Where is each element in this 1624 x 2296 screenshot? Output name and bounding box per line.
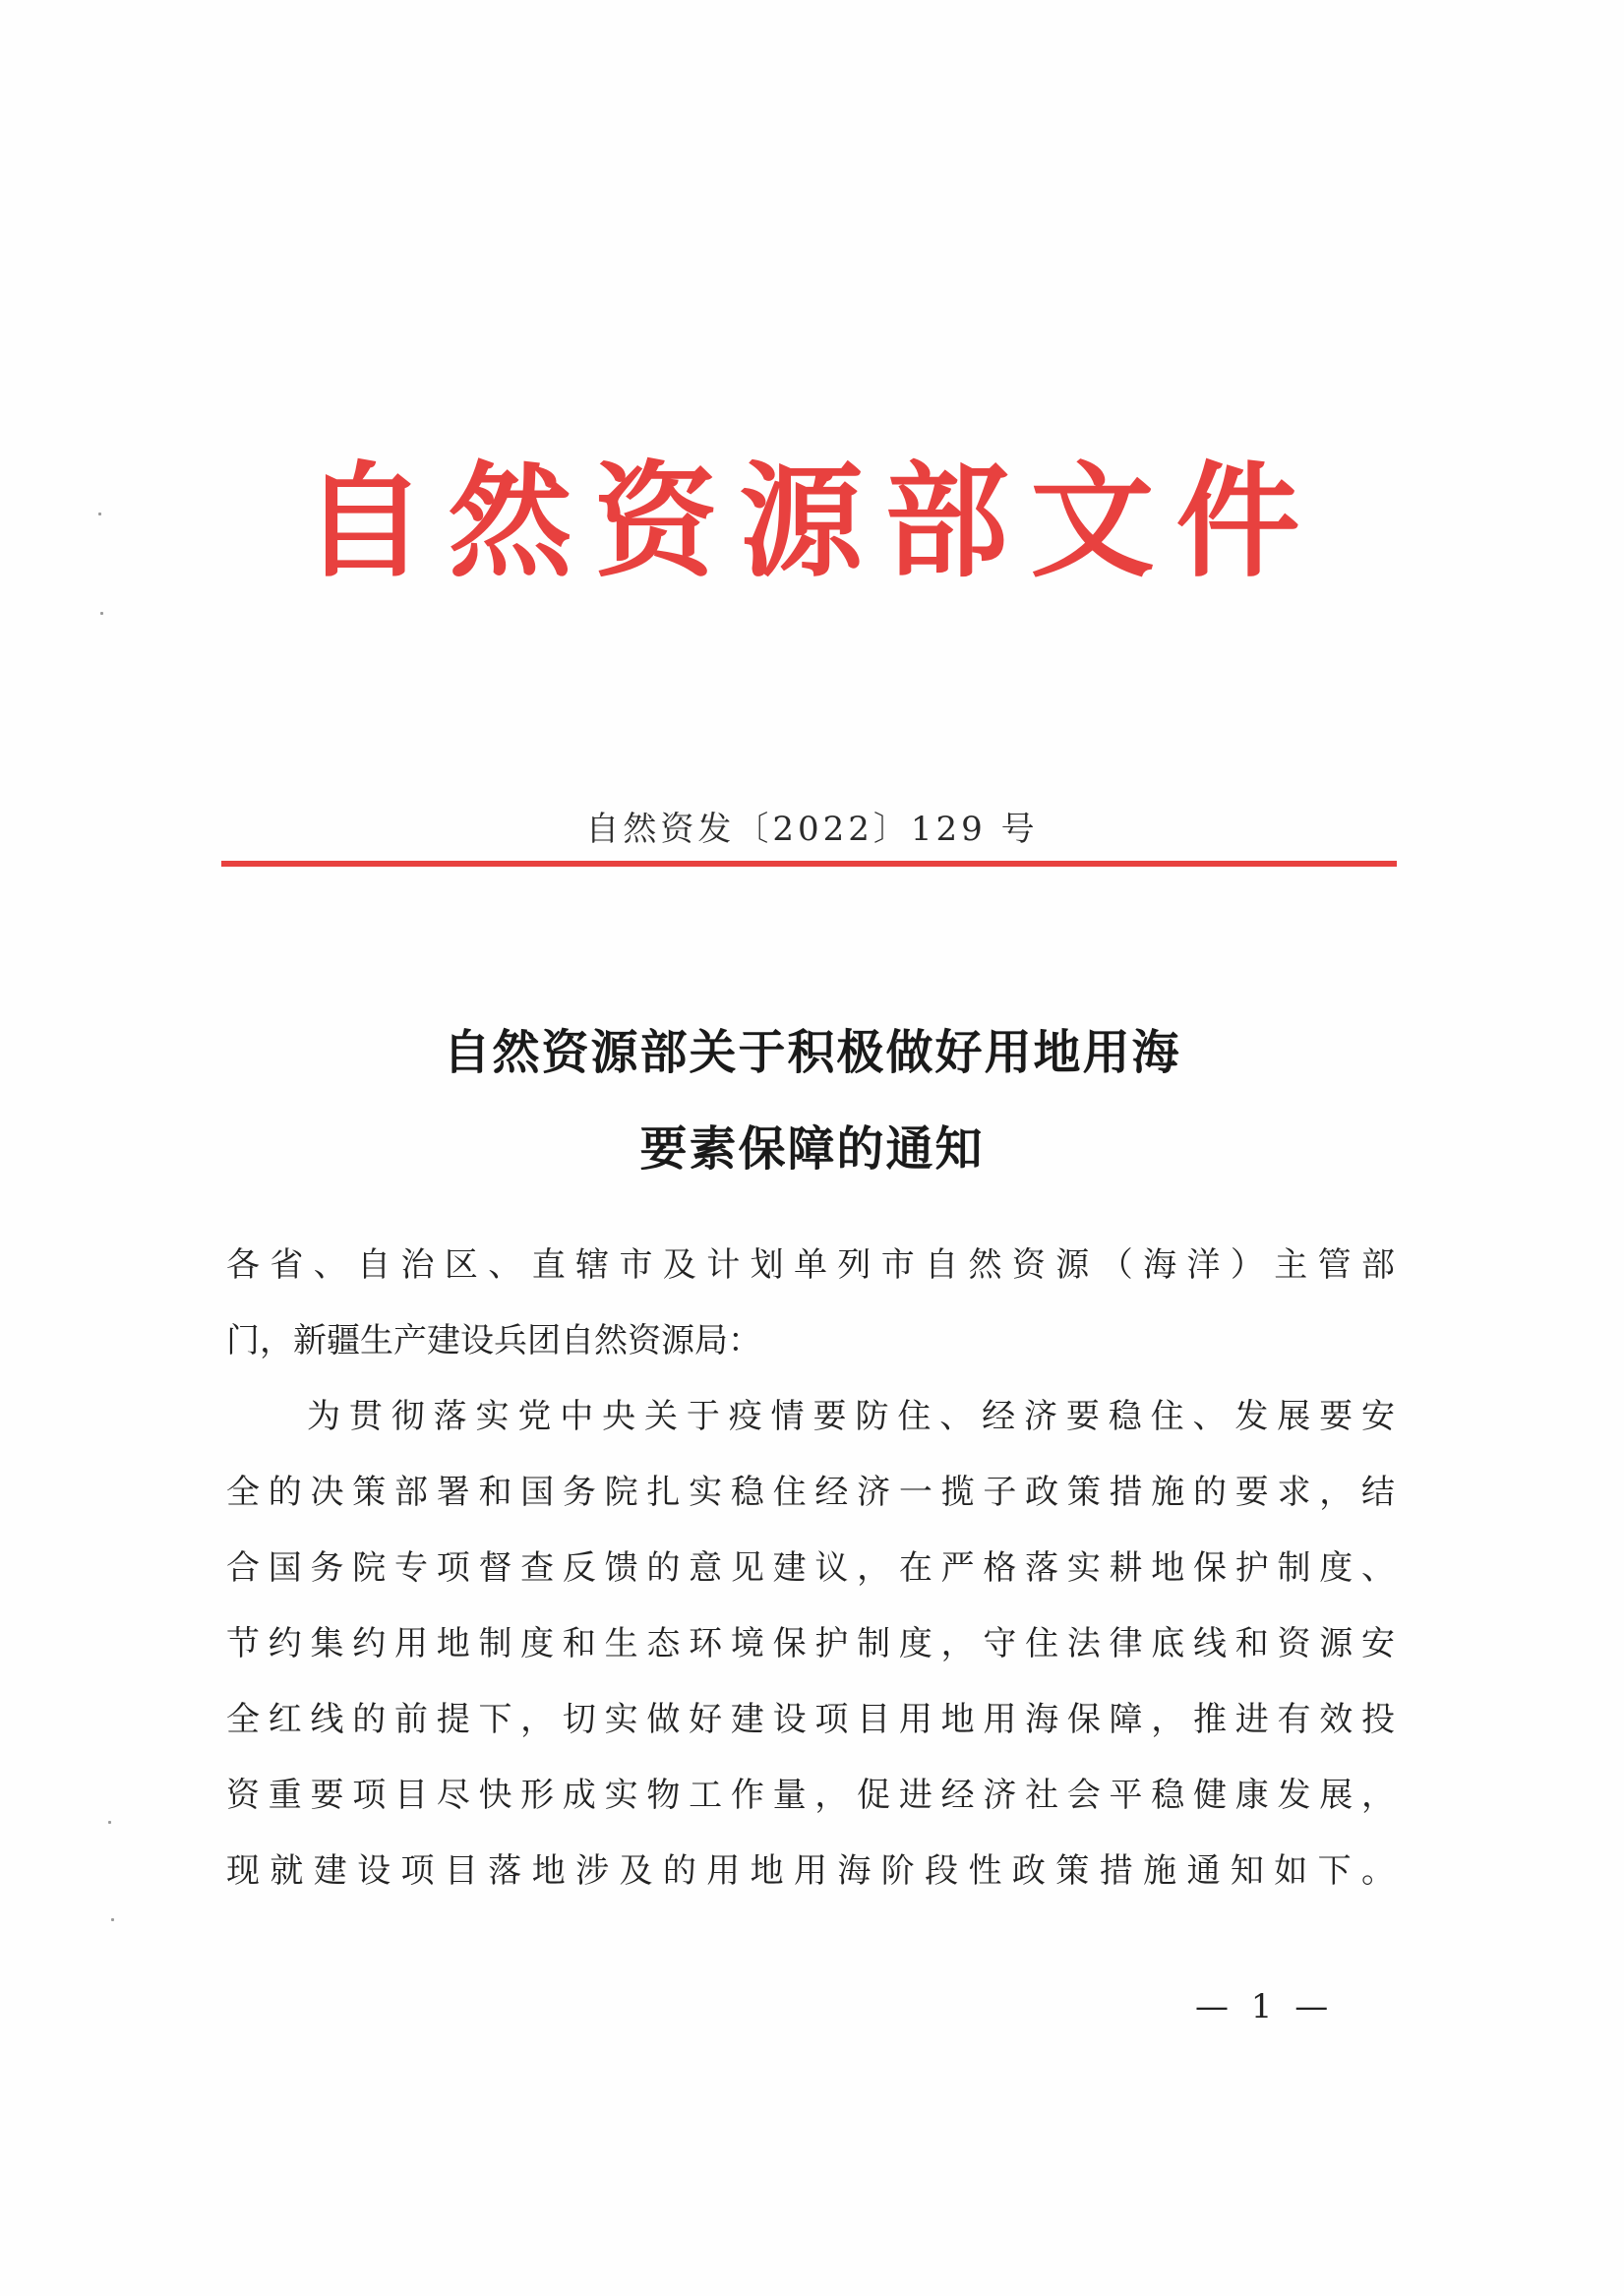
paragraph-line-5: 全红线的前提下，切实做好建设项目用地用海保障，推进有效投 bbox=[226, 1700, 1395, 1739]
paragraph-line-2: 全的决策部署和国务院扎实稳住经济一揽子政策措施的要求，结 bbox=[226, 1473, 1395, 1512]
paragraph-line-4: 节约集约用地制度和生态环境保护制度，守住法律底线和资源安 bbox=[226, 1624, 1395, 1663]
addressee-line-2: 门，新疆生产建设兵团自然资源局： bbox=[226, 1321, 761, 1360]
document-number: 自然资发〔2022〕129 号 bbox=[585, 810, 1039, 849]
document-title-line-2: 要素保障的通知 bbox=[639, 1121, 985, 1177]
paragraph-line-6: 资重要项目尽快形成实物工作量，促进经济社会平稳健康发展， bbox=[226, 1776, 1395, 1815]
red-divider-rule bbox=[221, 861, 1397, 867]
scan-speck bbox=[111, 1918, 114, 1921]
paragraph-line-1: 为贯彻落实党中央关于疫情要防住、经济要稳住、发展要安 bbox=[307, 1397, 1395, 1436]
scan-speck bbox=[100, 612, 103, 615]
scan-speck bbox=[98, 513, 101, 515]
scan-speck bbox=[108, 1821, 111, 1824]
addressee-line-1: 各省、自治区、直辖市及计划单列市自然资源（海洋）主管部 bbox=[226, 1245, 1395, 1285]
paragraph-line-3: 合国务院专项督查反馈的意见建议，在严格落实耕地保护制度、 bbox=[226, 1548, 1395, 1588]
issuer-heading: 自然资源部文件 bbox=[302, 449, 1322, 594]
document-title-line-1: 自然资源部关于积极做好用地用海 bbox=[443, 1025, 1181, 1080]
paragraph-line-7: 现就建设项目落地涉及的用地用海阶段性政策措施通知如下。 bbox=[226, 1851, 1395, 1891]
page-number: — 1 — bbox=[1195, 1987, 1335, 2026]
